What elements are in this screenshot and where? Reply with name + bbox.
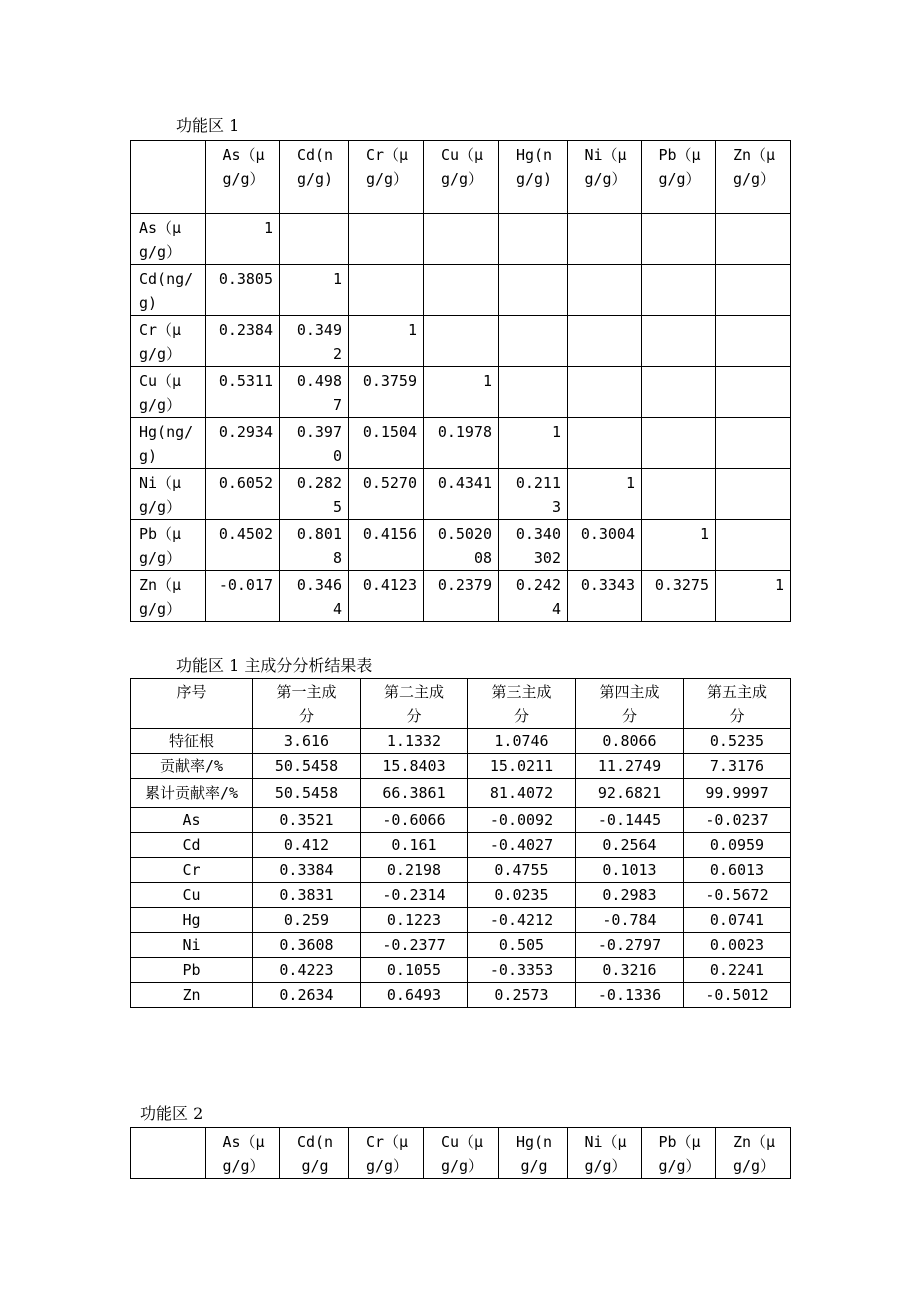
corr1-cell: 1	[499, 418, 568, 469]
pca-cell: 0.5235	[684, 729, 791, 754]
corr1-header-row	[131, 141, 791, 214]
corr2-header-row	[131, 1128, 791, 1179]
pca-cell: 3.616	[253, 729, 361, 754]
pca-row	[131, 754, 791, 779]
corr1-cell	[642, 316, 716, 367]
corr1-row	[131, 265, 791, 316]
section1-caption: 功能区 1	[176, 116, 240, 135]
corr1-cell: 1	[280, 265, 349, 316]
corr1-cell: 1	[568, 469, 642, 520]
pca-cell: 92.6821	[576, 779, 684, 808]
corr1-cell: 0.8018	[280, 520, 349, 571]
corr1-cell	[568, 418, 642, 469]
pca-cell: -0.0237	[684, 808, 791, 833]
pca-cell: 15.0211	[468, 754, 576, 779]
corr1-col-header: As（μg/g）	[206, 141, 280, 214]
corr1-row	[131, 367, 791, 418]
corr2-corner-cell	[131, 1128, 206, 1179]
pca-header-cell: 第四主成分	[576, 679, 684, 729]
corr1-cell: 0.2424	[499, 571, 568, 622]
corr1-row-header: As（μg/g）	[131, 214, 206, 265]
section2-caption: 功能区 2	[140, 1104, 204, 1123]
corr1-cell: 0.4123	[349, 571, 424, 622]
pca-cell: 0.0741	[684, 908, 791, 933]
corr1-row-header: Cr（μg/g）	[131, 316, 206, 367]
pca-cell: 0.412	[253, 833, 361, 858]
corr1-cell: 1	[424, 367, 499, 418]
corr1-cell: 0.2384	[206, 316, 280, 367]
pca-cell: 0.2573	[468, 983, 576, 1008]
pca-cell: 81.4072	[468, 779, 576, 808]
corr1-cell: 0.2379	[424, 571, 499, 622]
corr1-cell	[280, 214, 349, 265]
corr1-cell	[424, 214, 499, 265]
corr1-cell	[568, 265, 642, 316]
corr1-cell: 0.6052	[206, 469, 280, 520]
corr1-cell: 0.1978	[424, 418, 499, 469]
corr1-cell: 0.3343	[568, 571, 642, 622]
pca-header-cell: 第二主成分	[361, 679, 468, 729]
corr1-row	[131, 469, 791, 520]
corr1-col-header: Cu（μg/g）	[424, 141, 499, 214]
corr1-cell	[499, 367, 568, 418]
corr1-cell	[716, 469, 791, 520]
corr2-col-header: Pb（μg/g）	[642, 1128, 716, 1179]
corr2-col-header: Cu（μg/g）	[424, 1128, 499, 1179]
pca1-caption: 功能区 1 主成分分析结果表	[176, 656, 373, 675]
pca-cell: 0.4755	[468, 858, 576, 883]
pca-cell: -0.4027	[468, 833, 576, 858]
pca-cell: 0.3608	[253, 933, 361, 958]
corr2-col-header: Cd(ng/g	[280, 1128, 349, 1179]
corr1-cell: 0.2113	[499, 469, 568, 520]
corr1-row-header: Ni（μg/g）	[131, 469, 206, 520]
pca-row	[131, 808, 791, 833]
pca-cell: 0.0959	[684, 833, 791, 858]
correlation-table-1	[130, 140, 791, 622]
corr1-cell: 0.4341	[424, 469, 499, 520]
corr1-cell	[716, 520, 791, 571]
corr1-cell: 0.5270	[349, 469, 424, 520]
corr1-cell	[499, 316, 568, 367]
pca-cell: 0.3384	[253, 858, 361, 883]
pca-row-label: Cd	[131, 833, 253, 858]
pca-cell: -0.6066	[361, 808, 468, 833]
pca-row-label: Pb	[131, 958, 253, 983]
corr1-row	[131, 571, 791, 622]
pca-cell: -0.4212	[468, 908, 576, 933]
pca-row-label: Cr	[131, 858, 253, 883]
corr1-cell: 0.4987	[280, 367, 349, 418]
pca-cell: 0.3831	[253, 883, 361, 908]
pca-header-cell: 序号	[131, 679, 253, 729]
corr1-col-header: Zn（μg/g）	[716, 141, 791, 214]
corr1-cell: 1	[206, 214, 280, 265]
corr1-cell: 0.4502	[206, 520, 280, 571]
pca-header-cell: 第一主成分	[253, 679, 361, 729]
pca-cell: 0.8066	[576, 729, 684, 754]
corr1-cell	[642, 265, 716, 316]
corr1-cell	[424, 316, 499, 367]
corr1-cell: 0.502008	[424, 520, 499, 571]
pca-results-table	[130, 678, 791, 1008]
corr1-cell	[499, 265, 568, 316]
pca-cell: 0.3216	[576, 958, 684, 983]
corr1-cell	[642, 214, 716, 265]
corr1-cell	[642, 469, 716, 520]
corr1-cell	[499, 214, 568, 265]
pca-row	[131, 933, 791, 958]
corr1-cell: 1	[716, 571, 791, 622]
corr2-col-header: Zn（μg/g）	[716, 1128, 791, 1179]
pca-cell: 1.1332	[361, 729, 468, 754]
pca-cell: 7.3176	[684, 754, 791, 779]
pca-cell: 0.0023	[684, 933, 791, 958]
pca-cell: 0.505	[468, 933, 576, 958]
pca-cell: 50.5458	[253, 754, 361, 779]
pca-cell: 0.1223	[361, 908, 468, 933]
corr1-row	[131, 520, 791, 571]
corr1-cell: 0.3805	[206, 265, 280, 316]
pca-cell: -0.3353	[468, 958, 576, 983]
pca-cell: -0.1445	[576, 808, 684, 833]
corr1-cell	[642, 367, 716, 418]
pca-cell: 15.8403	[361, 754, 468, 779]
corr1-cell: 0.3759	[349, 367, 424, 418]
pca-row	[131, 858, 791, 883]
corr1-row-header: Zn（μg/g）	[131, 571, 206, 622]
corr1-cell: 0.3004	[568, 520, 642, 571]
correlation-table-2	[130, 1127, 791, 1179]
pca-header-cell: 第五主成分	[684, 679, 791, 729]
pca-header-cell: 第三主成分	[468, 679, 576, 729]
corr1-cell	[568, 316, 642, 367]
corr1-cell: -0.017	[206, 571, 280, 622]
pca-cell: 1.0746	[468, 729, 576, 754]
pca-cell: -0.2377	[361, 933, 468, 958]
corr2-col-header: Cr（μg/g）	[349, 1128, 424, 1179]
pca-row-label: 特征根	[131, 729, 253, 754]
corr1-cell: 1	[349, 316, 424, 367]
corr1-col-header: Cr（μg/g）	[349, 141, 424, 214]
corr1-cell	[424, 265, 499, 316]
corr1-cell: 0.3492	[280, 316, 349, 367]
corr1-row	[131, 418, 791, 469]
pca-cell: 0.1013	[576, 858, 684, 883]
pca-cell: -0.784	[576, 908, 684, 933]
pca-row	[131, 729, 791, 754]
corr1-cell	[716, 265, 791, 316]
pca-row-label: As	[131, 808, 253, 833]
corr1-row-header: Pb（μg/g）	[131, 520, 206, 571]
pca-cell: 0.2634	[253, 983, 361, 1008]
corr1-cell	[716, 316, 791, 367]
pca-cell: 0.1055	[361, 958, 468, 983]
pca-row-label: Zn	[131, 983, 253, 1008]
corr1-col-header: Pb（μg/g）	[642, 141, 716, 214]
pca-cell: -0.5672	[684, 883, 791, 908]
pca-cell: 0.161	[361, 833, 468, 858]
corr1-row-header: Cu（μg/g）	[131, 367, 206, 418]
corr1-cell	[716, 418, 791, 469]
corr1-cell	[568, 214, 642, 265]
pca-cell: 0.2241	[684, 958, 791, 983]
corr1-col-header: Cd(ng/g)	[280, 141, 349, 214]
pca-row	[131, 908, 791, 933]
pca-cell: 0.4223	[253, 958, 361, 983]
pca-cell: 0.0235	[468, 883, 576, 908]
pca-row	[131, 958, 791, 983]
corr1-cell: 0.2825	[280, 469, 349, 520]
pca-row	[131, 833, 791, 858]
corr1-cell: 0.3464	[280, 571, 349, 622]
pca-row-label: 贡献率/%	[131, 754, 253, 779]
corr1-cell: 0.1504	[349, 418, 424, 469]
pca-cell: 11.2749	[576, 754, 684, 779]
corr1-cell: 1	[642, 520, 716, 571]
pca-cell: 50.5458	[253, 779, 361, 808]
pca-row-label: Cu	[131, 883, 253, 908]
corr1-cell: 0.2934	[206, 418, 280, 469]
pca-cell: 0.2983	[576, 883, 684, 908]
corr1-cell	[349, 214, 424, 265]
pca-row-label: Hg	[131, 908, 253, 933]
corr1-cell: 0.340302	[499, 520, 568, 571]
pca-cell: -0.2797	[576, 933, 684, 958]
pca-row-label: Ni	[131, 933, 253, 958]
pca-cell: 0.2198	[361, 858, 468, 883]
corr1-row-header: Hg(ng/g)	[131, 418, 206, 469]
corr1-cell: 0.3275	[642, 571, 716, 622]
pca-cell: 0.3521	[253, 808, 361, 833]
corr2-col-header: Hg(ng/g	[499, 1128, 568, 1179]
corr1-col-header: Hg(ng/g)	[499, 141, 568, 214]
pca-row	[131, 883, 791, 908]
pca-row-label: 累计贡献率/%	[131, 779, 253, 808]
corr1-row	[131, 214, 791, 265]
pca-row	[131, 779, 791, 808]
corr1-cell	[716, 367, 791, 418]
corr2-col-header: As（μg/g）	[206, 1128, 280, 1179]
pca-row	[131, 983, 791, 1008]
pca-header-row	[131, 679, 791, 729]
corr1-cell	[349, 265, 424, 316]
pca-cell: 0.6013	[684, 858, 791, 883]
corr1-cell	[716, 214, 791, 265]
pca-cell: 0.6493	[361, 983, 468, 1008]
corr1-row	[131, 316, 791, 367]
pca-cell: -0.5012	[684, 983, 791, 1008]
pca-cell: 66.3861	[361, 779, 468, 808]
corr1-cell: 0.3970	[280, 418, 349, 469]
corr1-col-header: Ni（μg/g）	[568, 141, 642, 214]
pca-cell: -0.2314	[361, 883, 468, 908]
pca-cell: 0.259	[253, 908, 361, 933]
pca-cell: -0.1336	[576, 983, 684, 1008]
pca-cell: 0.2564	[576, 833, 684, 858]
corr1-cell	[568, 367, 642, 418]
pca-cell: 99.9997	[684, 779, 791, 808]
corr1-cell: 0.5311	[206, 367, 280, 418]
corr1-corner-cell	[131, 141, 206, 214]
corr1-cell	[642, 418, 716, 469]
corr2-col-header: Ni（μg/g）	[568, 1128, 642, 1179]
corr1-row-header: Cd(ng/g)	[131, 265, 206, 316]
pca-cell: -0.0092	[468, 808, 576, 833]
corr1-cell: 0.4156	[349, 520, 424, 571]
